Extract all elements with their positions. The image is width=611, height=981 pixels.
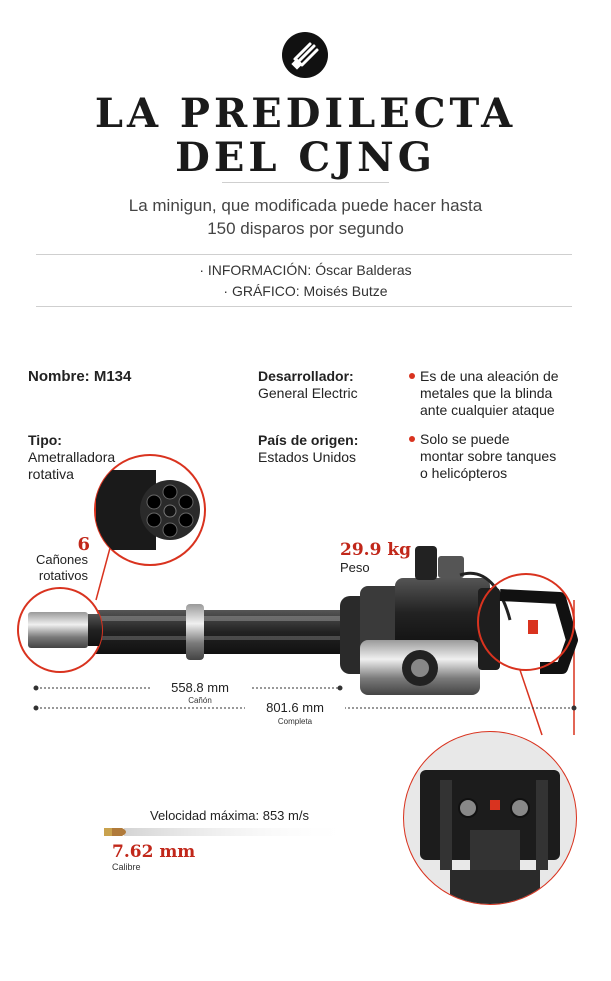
credits <box>0 260 611 302</box>
fact-line: Solo se puede <box>420 431 510 447</box>
total-length-caption: Completa <box>277 717 313 726</box>
subtitle-line-2: 150 disparos por segundo <box>207 219 404 238</box>
fact-line: ante cualquier ataque <box>420 402 555 418</box>
credits-top-divider <box>36 254 572 255</box>
caliber-label: Calibre <box>112 862 141 872</box>
max-velocity: Velocidad máxima: 853 m/s <box>150 808 309 823</box>
mechanism-zoom <box>404 732 576 910</box>
origin-block <box>258 432 358 466</box>
fact-item <box>420 431 556 482</box>
weapon-name: Nombre: M134 <box>28 368 132 385</box>
barrels-label-line-1: Cañones <box>35 552 88 567</box>
bullet-dot-icon <box>409 373 415 379</box>
bullet-graphic <box>104 828 354 836</box>
type-value-line-1: Ametralladora <box>28 449 116 465</box>
fact-line: Es de una aleación de <box>420 368 559 384</box>
developer-label: Desarrollador: <box>258 368 354 384</box>
title-line-2: DEL CJNG <box>175 134 436 181</box>
title-divider <box>222 182 389 183</box>
developer-block <box>258 368 358 402</box>
credits-bottom-divider <box>36 306 572 307</box>
barrels-count: 6 <box>77 534 90 555</box>
weight-label: Peso <box>340 560 370 575</box>
fact-line: montar sobre tanques <box>420 448 557 464</box>
subtitle-line-1: La minigun, que modificada puede hacer hasta <box>128 196 483 215</box>
developer-value: General Electric <box>258 385 358 401</box>
barrels-label-line-2: rotativos <box>38 568 88 583</box>
barrels-label <box>32 552 88 584</box>
weight-value: 29.9 kg <box>340 540 411 560</box>
type-label: Tipo: <box>28 432 62 448</box>
fact-line: metales que la blinda <box>420 385 553 401</box>
caliber-value: 7.62 mm <box>112 842 196 862</box>
barrel-length-caption: Cañón <box>188 696 212 705</box>
bullet-dot-icon <box>409 436 415 442</box>
origin-value: Estados Unidos <box>258 449 357 465</box>
barrel-length: 558.8 mm <box>150 680 250 696</box>
barrel-assembly <box>70 604 360 660</box>
minigun-icon <box>282 32 328 78</box>
type-value-line-2: rotativa <box>28 466 74 482</box>
weight-callout <box>340 540 411 576</box>
fact-item <box>420 368 559 419</box>
page-title <box>0 92 611 180</box>
subtitle <box>0 194 611 240</box>
muzzle-zoom <box>18 588 108 672</box>
title-line-1: LA PREDILECTA <box>94 90 517 137</box>
credit-graphic: · GRÁFICO: Moisés Butze <box>223 283 388 299</box>
type-block <box>28 432 115 483</box>
total-length: 801.6 mm <box>245 700 345 716</box>
fact-line: o helicópteros <box>420 465 508 481</box>
origin-label: País de origen: <box>258 432 359 448</box>
credit-information: · INFORMACIÓN: Óscar Balderas <box>199 262 412 278</box>
